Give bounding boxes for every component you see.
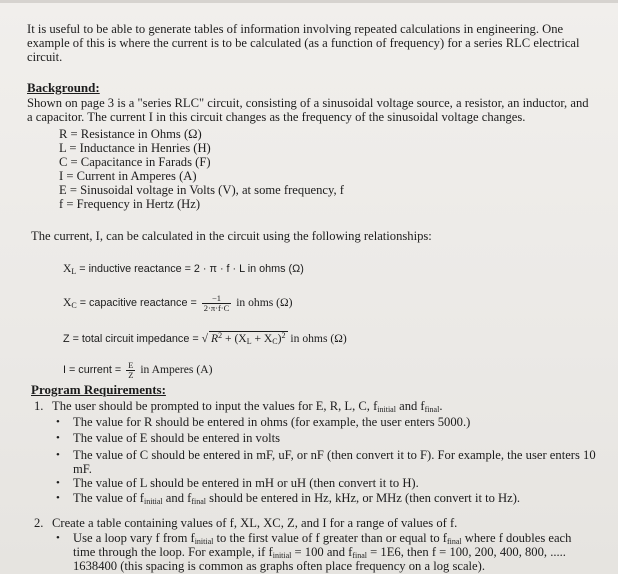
background-heading: Background: xyxy=(27,80,100,95)
z-sub-c: C xyxy=(272,337,278,346)
definition-r: R = Resistance in Ohms (Ω) xyxy=(59,127,202,141)
loop-l2-sub-final: final xyxy=(352,551,368,560)
loop-l1-sub-final: final xyxy=(446,537,462,546)
bullet-loop-line-3: 1638400 (this spacing is common as graphs often place frequency on a log scale). xyxy=(73,559,485,573)
bullet-dot: • xyxy=(56,449,60,461)
item-1-sub-initial: initial xyxy=(377,405,396,414)
i-definition: I = current = xyxy=(63,364,125,377)
loop-l2-c: = 1E6, then f = 100, 200, 400, 800, ..... xyxy=(367,545,566,559)
xl-subscript: L xyxy=(71,267,77,276)
bullet-c-line-1: The value of C should be entered in mF, uF, or nF (then convert it to F). For example, the user enters 10 xyxy=(73,448,596,462)
bullet-r: The value for R should be entered in ohms (for example, the user enters 5000.) xyxy=(73,415,471,429)
z-radicand xyxy=(209,331,288,346)
item-2-text: Create a table containing values of f, XL, XC, Z, and I for a range of values of f. xyxy=(52,516,458,530)
item-2-number: 2. xyxy=(34,516,44,530)
bullet-f xyxy=(73,491,520,505)
z-exp-2: 2 xyxy=(281,331,286,340)
z-plus: + (X xyxy=(222,332,247,345)
item-1-part-a: The user should be prompted to input the values for E, R, L, C, f xyxy=(52,399,378,413)
sqrt-symbol: √ xyxy=(201,332,209,345)
relationships-intro: The current, I, can be calculated in the circuit using the following relationships: xyxy=(31,229,432,243)
equation-xc xyxy=(63,294,293,313)
bullet-loop-line-2 xyxy=(73,545,566,559)
z-r: R xyxy=(211,332,219,345)
bullet-loop-line-1 xyxy=(73,531,571,545)
intro-line-2: example of this is where the current is to be calculated (as a function of frequency) for a series RLC electrical xyxy=(27,36,580,50)
definition-e: E = Sinusoidal voltage in Volts (V), at some frequency, f xyxy=(59,183,344,197)
intro-line-1: It is useful to be able to generate tables of information involving repeated calculations in engineering. One xyxy=(27,22,564,36)
xc-denominator: 2·π·f·C xyxy=(203,303,230,313)
item-1-part-c: . xyxy=(439,399,443,413)
loop-l1-a: Use a loop vary f from f xyxy=(73,531,195,545)
z-definition: Z = total circuit impedance = xyxy=(63,333,202,345)
item-1-number: 1. xyxy=(34,399,44,413)
z-exp-1: 2 xyxy=(218,331,223,340)
xc-numerator: −1 xyxy=(202,294,232,304)
definition-i: I = Current in Amperes (A) xyxy=(59,169,197,183)
definition-f: f = Frequency in Hertz (Hz) xyxy=(59,197,201,211)
bullet-dot: • xyxy=(56,492,60,504)
bullet-f-sub-final: final xyxy=(191,497,207,506)
bullet-l: The value of L should be entered in mH or uH (then convert it to H). xyxy=(73,476,419,490)
xc-units: in ohms (Ω) xyxy=(233,296,293,310)
definition-c: C = Capacitance in Farads (F) xyxy=(59,155,211,169)
item-1-part-b: and f xyxy=(395,399,425,413)
equation-i xyxy=(63,361,212,380)
xc-subscript: C xyxy=(71,301,77,311)
z-plus-2: + X xyxy=(251,332,273,345)
bullet-dot: • xyxy=(56,532,60,544)
xl-symbol: X xyxy=(63,262,72,275)
equation-z xyxy=(63,331,347,346)
item-1-sub-final: final xyxy=(424,405,440,414)
loop-l2-sub-initial: initial xyxy=(272,551,292,560)
loop-l1-b: to the first value of f greater than or equal to f xyxy=(213,531,447,545)
z-units: in ohms (Ω) xyxy=(287,332,347,345)
z-sub-l: L xyxy=(246,337,252,346)
bullet-dot: • xyxy=(56,432,60,444)
loop-l1-c: where f doubles each xyxy=(461,531,572,545)
loop-l1-sub-initial: initial xyxy=(194,537,214,546)
bullet-c-line-2: mF. xyxy=(73,462,92,476)
bullet-f-part-c: should be entered in Hz, kHz, or MHz (then convert it to Hz). xyxy=(206,491,521,505)
bullet-dot: • xyxy=(56,416,60,428)
xc-symbol: X xyxy=(63,296,72,310)
requirements-heading: Program Requirements: xyxy=(31,382,166,397)
bullet-f-sub-initial: initial xyxy=(143,497,163,506)
xl-definition: = inductive reactance = 2 · π · f · L in ohms (Ω) xyxy=(76,263,304,275)
xc-definition: = capacitive reactance = xyxy=(76,297,200,310)
loop-l2-b: = 100 and f xyxy=(291,545,353,559)
i-units: in Amperes (A) xyxy=(137,363,213,377)
i-fraction xyxy=(126,361,135,380)
i-numerator: E xyxy=(128,360,134,370)
background-line-1: Shown on page 3 is a "series RLC" circuit, consisting of a sinusoidal voltage source, a resistor, an inductor, and xyxy=(27,96,589,110)
i-denominator: Z xyxy=(128,370,134,380)
z-close: ) xyxy=(277,332,282,345)
equation-xl xyxy=(63,262,304,276)
bullet-f-part-b: and f xyxy=(162,491,192,505)
xc-fraction xyxy=(202,294,232,313)
item-1-text xyxy=(52,399,442,413)
background-line-2: a capacitor. The current I in this circuit changes as the frequency of the sinusoidal voltage changes. xyxy=(27,110,526,124)
intro-line-3: circuit. xyxy=(27,50,63,64)
bullet-f-part-a: The value of f xyxy=(73,491,144,505)
top-edge xyxy=(0,0,618,3)
definition-l: L = Inductance in Henries (H) xyxy=(59,141,211,155)
bullet-e: The value of E should be entered in volts xyxy=(73,431,281,445)
loop-l2-a: time through the loop. For example, if f xyxy=(73,545,273,559)
bullet-dot: • xyxy=(56,477,60,489)
